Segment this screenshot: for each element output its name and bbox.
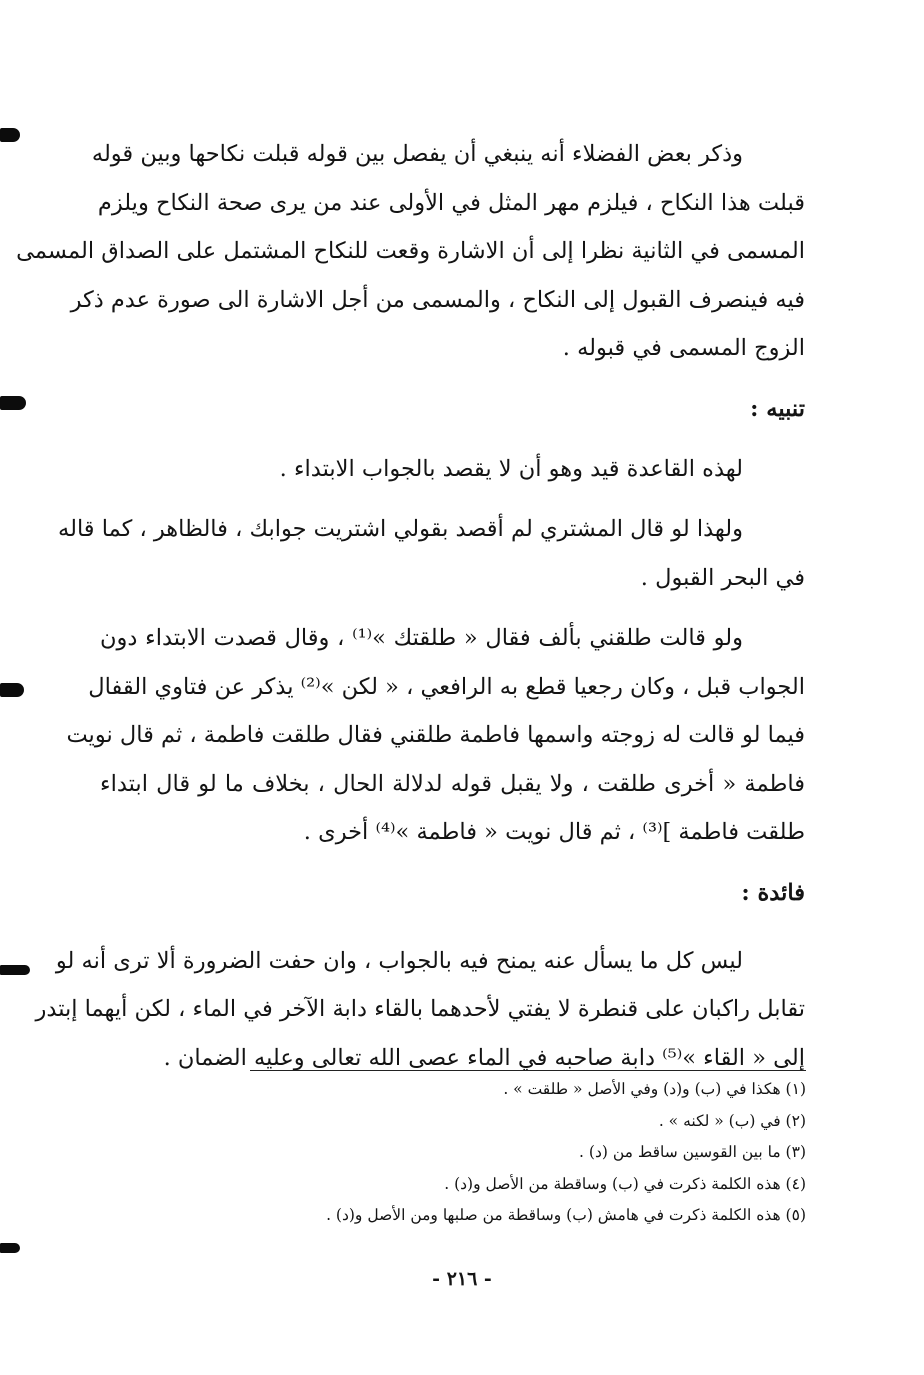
text-line: في البحر القبول . — [640, 564, 805, 591]
footnote-5: (٥) هذه الكلمة ذكرت في هامش (ب) وساقطة من صلبها ومن الأصل و(د) . — [326, 1206, 806, 1224]
footnote-1: (١) هكذا في (ب) و(د) وفي الأصل « طلقت » . — [503, 1080, 806, 1098]
binding-mark — [0, 1243, 20, 1253]
binding-mark — [0, 683, 24, 697]
text-line: ليس كل ما يسأل عنه يمنح فيه بالجواب ، وان حفت الضرورة ألا ترى أنه لو — [55, 947, 743, 974]
text-line: إلى « القاء »⁽⁵⁾ دابة صاحبه في الماء عصى الله تعالى وعليه الضمان . — [163, 1044, 805, 1071]
text-line: الجواب قبل ، وكان رجعيا قطع به الرافعي ، « لكن »⁽²⁾ يذكر عن فتاوي القفال — [88, 673, 805, 700]
text-line: المسمى في الثانية نظرا إلى أن الاشارة وقعت للنكاح المشتمل على الصداق المسمى — [16, 238, 805, 264]
paragraph-5 — [35, 937, 805, 1083]
text-line: ولهذا لو قال المشتري لم أقصد بقولي اشتريت جوابك ، فالظاهر ، كما قاله — [58, 516, 743, 542]
paragraph-1 — [16, 130, 805, 373]
section-heading-tanbih: تنبيه : — [750, 395, 805, 422]
text-line: ولو قالت طلقني بألف فقال « طلقتك »⁽¹⁾ ، وقال قصدت الابتداء دون — [100, 625, 743, 651]
binding-mark — [0, 965, 30, 975]
text-line: طلقت فاطمة ]⁽³⁾ ، ثم قال نويت « فاطمة »⁽⁴⁾ أخرى . — [303, 819, 805, 845]
text-line: لهذه القاعدة قيد وهو أن لا يقصد بالجواب الابتداء . — [279, 455, 743, 482]
footnote-3: (٣) ما بين القوسين ساقط من (د) . — [579, 1143, 806, 1161]
footnote-4: (٤) هذه الكلمة ذكرت في (ب) وساقطة من الأصل و(د) . — [444, 1174, 806, 1193]
text-line: فيه فينصرف القبول إلى النكاح ، والمسمى من أجل الاشارة الى صورة عدم ذكر — [70, 286, 805, 313]
paragraph-3 — [58, 505, 805, 602]
text-line: قبلت هذا النكاح ، فيلزم مهر المثل في الأولى عند من يرى صحة النكاح ويلزم — [97, 189, 805, 216]
paragraph-2 — [100, 445, 805, 494]
footnotes — [250, 1074, 806, 1232]
paragraph-4 — [66, 614, 805, 857]
text-line: فاطمة « أخرى طلقت ، ولا يقبل قوله لدلالة الحال ، بخلاف ما لو قال ابتداء — [100, 770, 805, 797]
binding-mark — [0, 396, 26, 410]
footnote-2: (٢) في (ب) « لكنه » . — [658, 1111, 806, 1130]
binding-mark — [0, 128, 20, 142]
text-line: تقابل راكبان على قنطرة لا يفتي لأحدهما بالقاء دابة الآخر في الماء ، لكن أيهما إبتدر — [35, 996, 805, 1022]
text-line: الزوج المسمى في قبوله . — [562, 335, 805, 361]
text-line: وذكر بعض الفضلاء أنه ينبغي أن يفصل بين قوله قبلت نكاحها وبين قوله — [91, 141, 743, 167]
text-line: فيما لو قالت له زوجته واسمها فاطمة طلقني فقال طلقت فاطمة ، ثم قال نويت — [66, 722, 805, 748]
footnote-divider — [250, 1070, 806, 1071]
page-body — [16, 130, 805, 1082]
section-heading-faida: فائدة : — [741, 879, 805, 906]
page-number: - ٢١٦ - — [432, 1268, 492, 1290]
